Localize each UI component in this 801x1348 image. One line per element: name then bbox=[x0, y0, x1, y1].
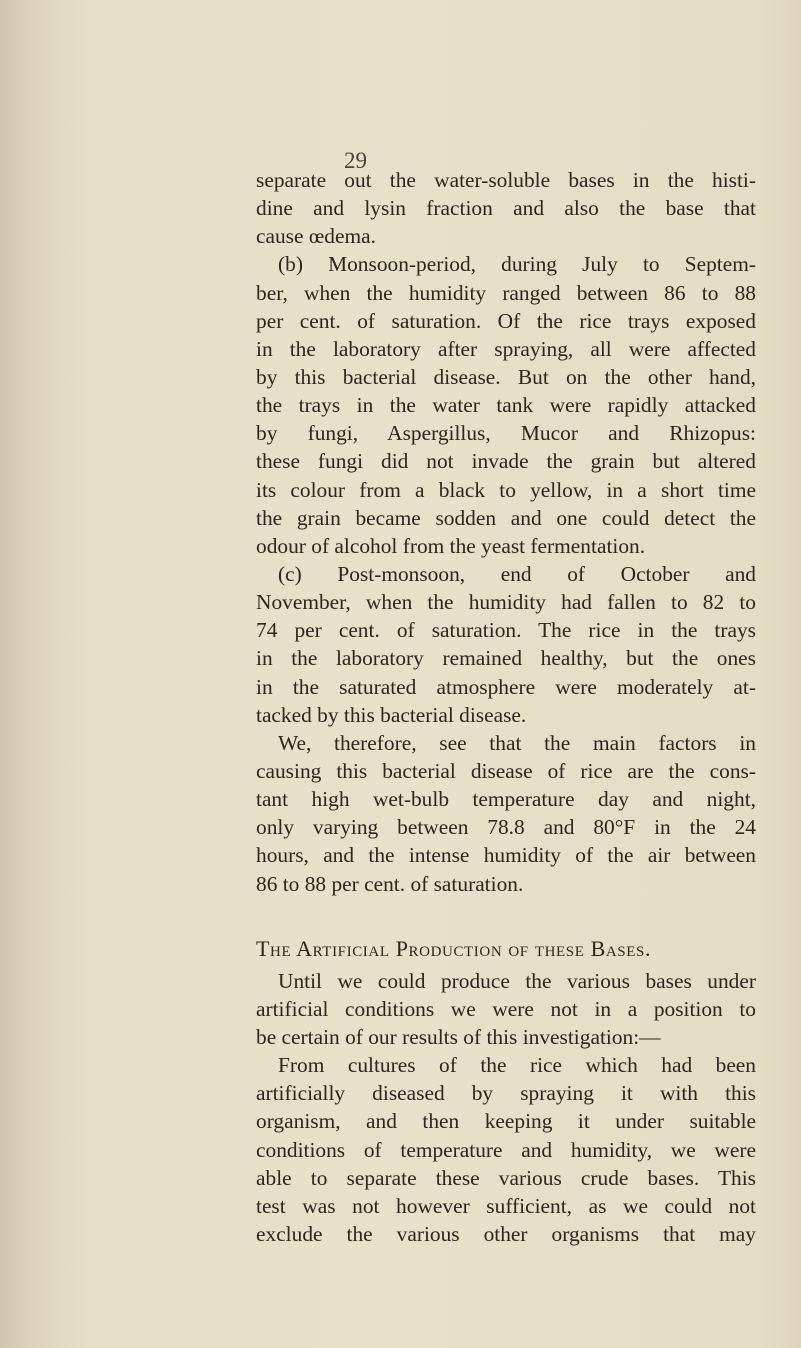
page-number: 29 bbox=[344, 148, 367, 173]
text-line: per cent. of saturation. Of the rice trays exposed bbox=[256, 308, 756, 333]
text-line: the trays in the water tank were rapidly attacked bbox=[256, 393, 756, 418]
text-line: artificial conditions we were not in a position to bbox=[256, 996, 756, 1021]
text-line: (c) Post-monsoon, end of October and bbox=[278, 561, 756, 586]
text-line: tant high wet-bulb temperature day and night, bbox=[256, 787, 756, 812]
text-line: in the saturated atmosphere were moderately at- bbox=[256, 674, 756, 699]
text-line: ber, when the humidity ranged between 86 to 88 bbox=[256, 280, 756, 305]
text-line: dine and lysin fraction and also the base that bbox=[256, 196, 756, 221]
text-line: its colour from a black to yellow, in a short time bbox=[256, 477, 756, 502]
text-line: test was not however sufficient, as we could not bbox=[256, 1193, 756, 1218]
text-line: in the laboratory remained healthy, but the ones bbox=[256, 646, 756, 671]
text-line: be certain of our results of this investigation:— bbox=[256, 1024, 661, 1049]
body-text bbox=[256, 166, 756, 1248]
text-line: by fungi, Aspergillus, Mucor and Rhizopus: bbox=[256, 421, 756, 446]
section-heading: The Artificial Production of these Bases. bbox=[256, 935, 652, 961]
text-line: able to separate these various crude bases. This bbox=[256, 1165, 756, 1190]
text-line: Until we could produce the various bases under bbox=[278, 968, 756, 993]
text-line: tacked by this bacterial disease. bbox=[256, 702, 527, 727]
text-line: (b) Monsoon-period, during July to Septem- bbox=[278, 252, 756, 277]
text-line: exclude the various other organisms that may bbox=[256, 1221, 756, 1246]
text-line: cause œdema. bbox=[256, 224, 376, 249]
text-line: causing this bacterial disease of rice are the cons- bbox=[256, 758, 756, 783]
text-line: only varying between 78.8 and 80°F in the 24 bbox=[256, 815, 756, 840]
text-line: conditions of temperature and humidity, we were bbox=[256, 1137, 756, 1162]
text-line: odour of alcohol from the yeast fermentation. bbox=[256, 533, 646, 558]
text-line: 74 per cent. of saturation. The rice in the trays bbox=[256, 618, 756, 643]
text-line: November, when the humidity had fallen to 82 to bbox=[256, 590, 756, 615]
text-line: We, therefore, see that the main factors in bbox=[278, 730, 756, 755]
text-line: separate out the water-soluble bases in the histi- bbox=[256, 168, 756, 192]
text-line: 86 to 88 per cent. of saturation. bbox=[256, 871, 524, 896]
text-line: organism, and then keeping it under suitable bbox=[256, 1109, 756, 1134]
text-line: by this bacterial disease. But on the other hand, bbox=[256, 364, 756, 389]
text-line: in the laboratory after spraying, all were affected bbox=[256, 336, 756, 361]
text-line: these fungi did not invade the grain but altered bbox=[256, 449, 756, 474]
text-line: hours, and the intense humidity of the air between bbox=[256, 843, 756, 868]
text-line: From cultures of the rice which had been bbox=[278, 1053, 756, 1078]
text-line: the grain became sodden and one could detect the bbox=[256, 505, 756, 530]
text-line: artificially diseased by spraying it with this bbox=[256, 1081, 756, 1106]
